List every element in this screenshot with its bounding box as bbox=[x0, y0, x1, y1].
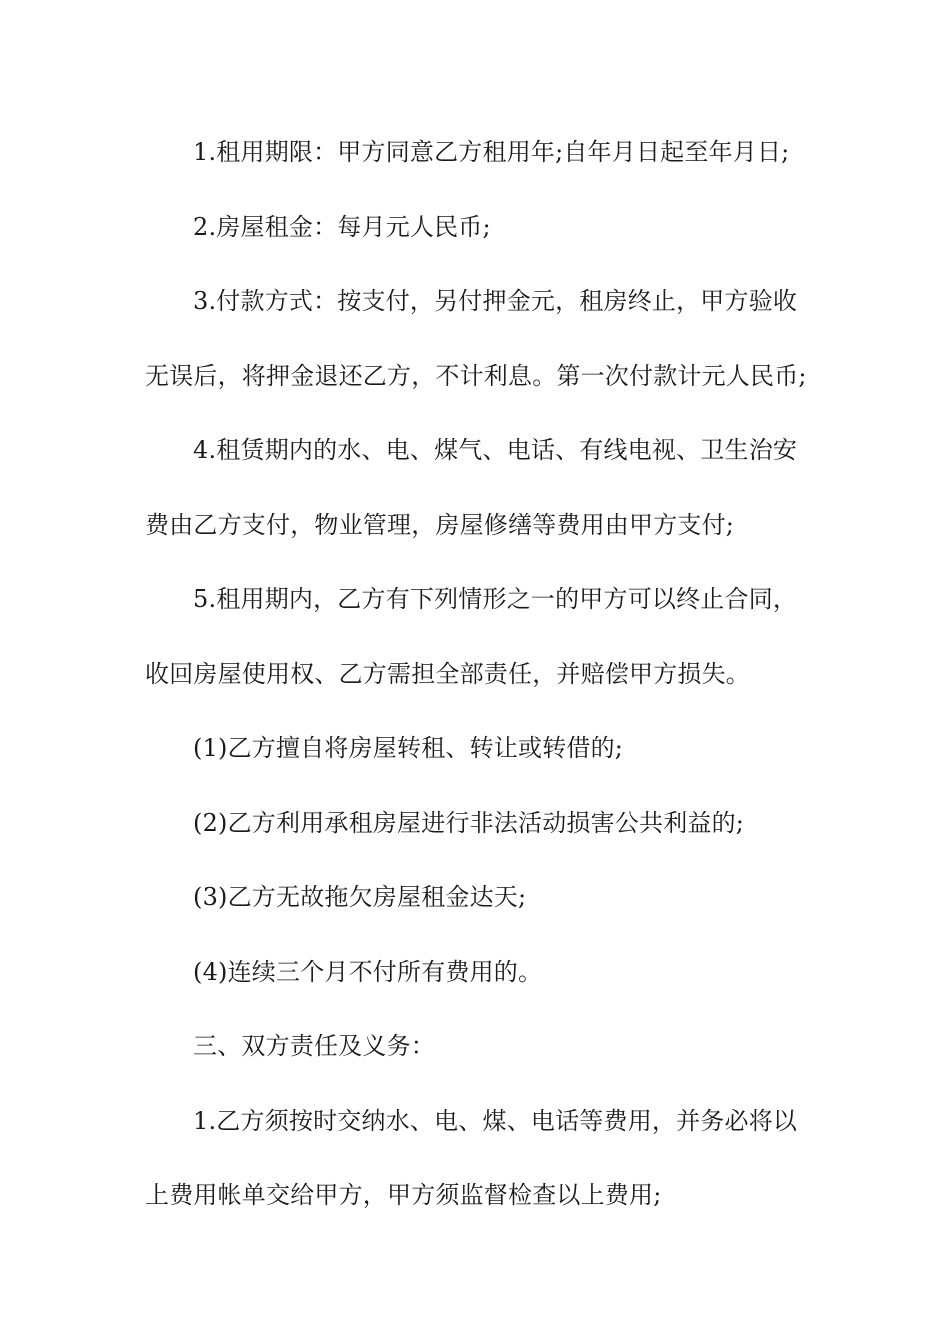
section-heading: 三、双方责任及义务： bbox=[193, 1032, 435, 1060]
paragraph-line: 1.租用期限：甲方同意乙方租用年;自年月日起至年月日; bbox=[193, 138, 790, 166]
paragraph-line: 上费用帐单交给甲方，甲方须监督检查以上费用; bbox=[145, 1181, 662, 1209]
paragraph-line: 无误后，将押金退还乙方，不计利息。第一次付款计元人民币; bbox=[145, 361, 807, 390]
paragraph-line: 5.租用期内，乙方有下列情形之一的甲方可以终止合同， bbox=[193, 585, 798, 613]
list-item: (2)乙方利用承租房屋进行非法活动损害公共利益的; bbox=[193, 808, 745, 837]
document-body bbox=[145, 133, 810, 1251]
list-item: (1)乙方擅自将房屋转租、转让或转借的; bbox=[193, 734, 624, 762]
paragraph-line: 1.乙方须按时交纳水、电、煤、电话等费用，并务必将以 bbox=[193, 1106, 798, 1135]
paragraph-line: 费由乙方支付，物业管理，房屋修缮等费用由甲方支付; bbox=[145, 510, 735, 539]
paragraph-line: 收回房屋使用权、乙方需担全部责任，并赔偿甲方损失。 bbox=[145, 659, 750, 688]
list-item: (3)乙方无故拖欠房屋租金达天; bbox=[193, 883, 527, 911]
paragraph-line: 4.租赁期内的水、电、煤气、电话、有线电视、卫生治安 bbox=[193, 436, 798, 464]
list-item: (4)连续三个月不付所有费用的。 bbox=[193, 957, 543, 986]
paragraph-line: 2.房屋租金：每月元人民币; bbox=[193, 212, 491, 241]
paragraph-line: 3.付款方式：按支付，另付押金元，租房终止，甲方验收 bbox=[193, 287, 798, 315]
